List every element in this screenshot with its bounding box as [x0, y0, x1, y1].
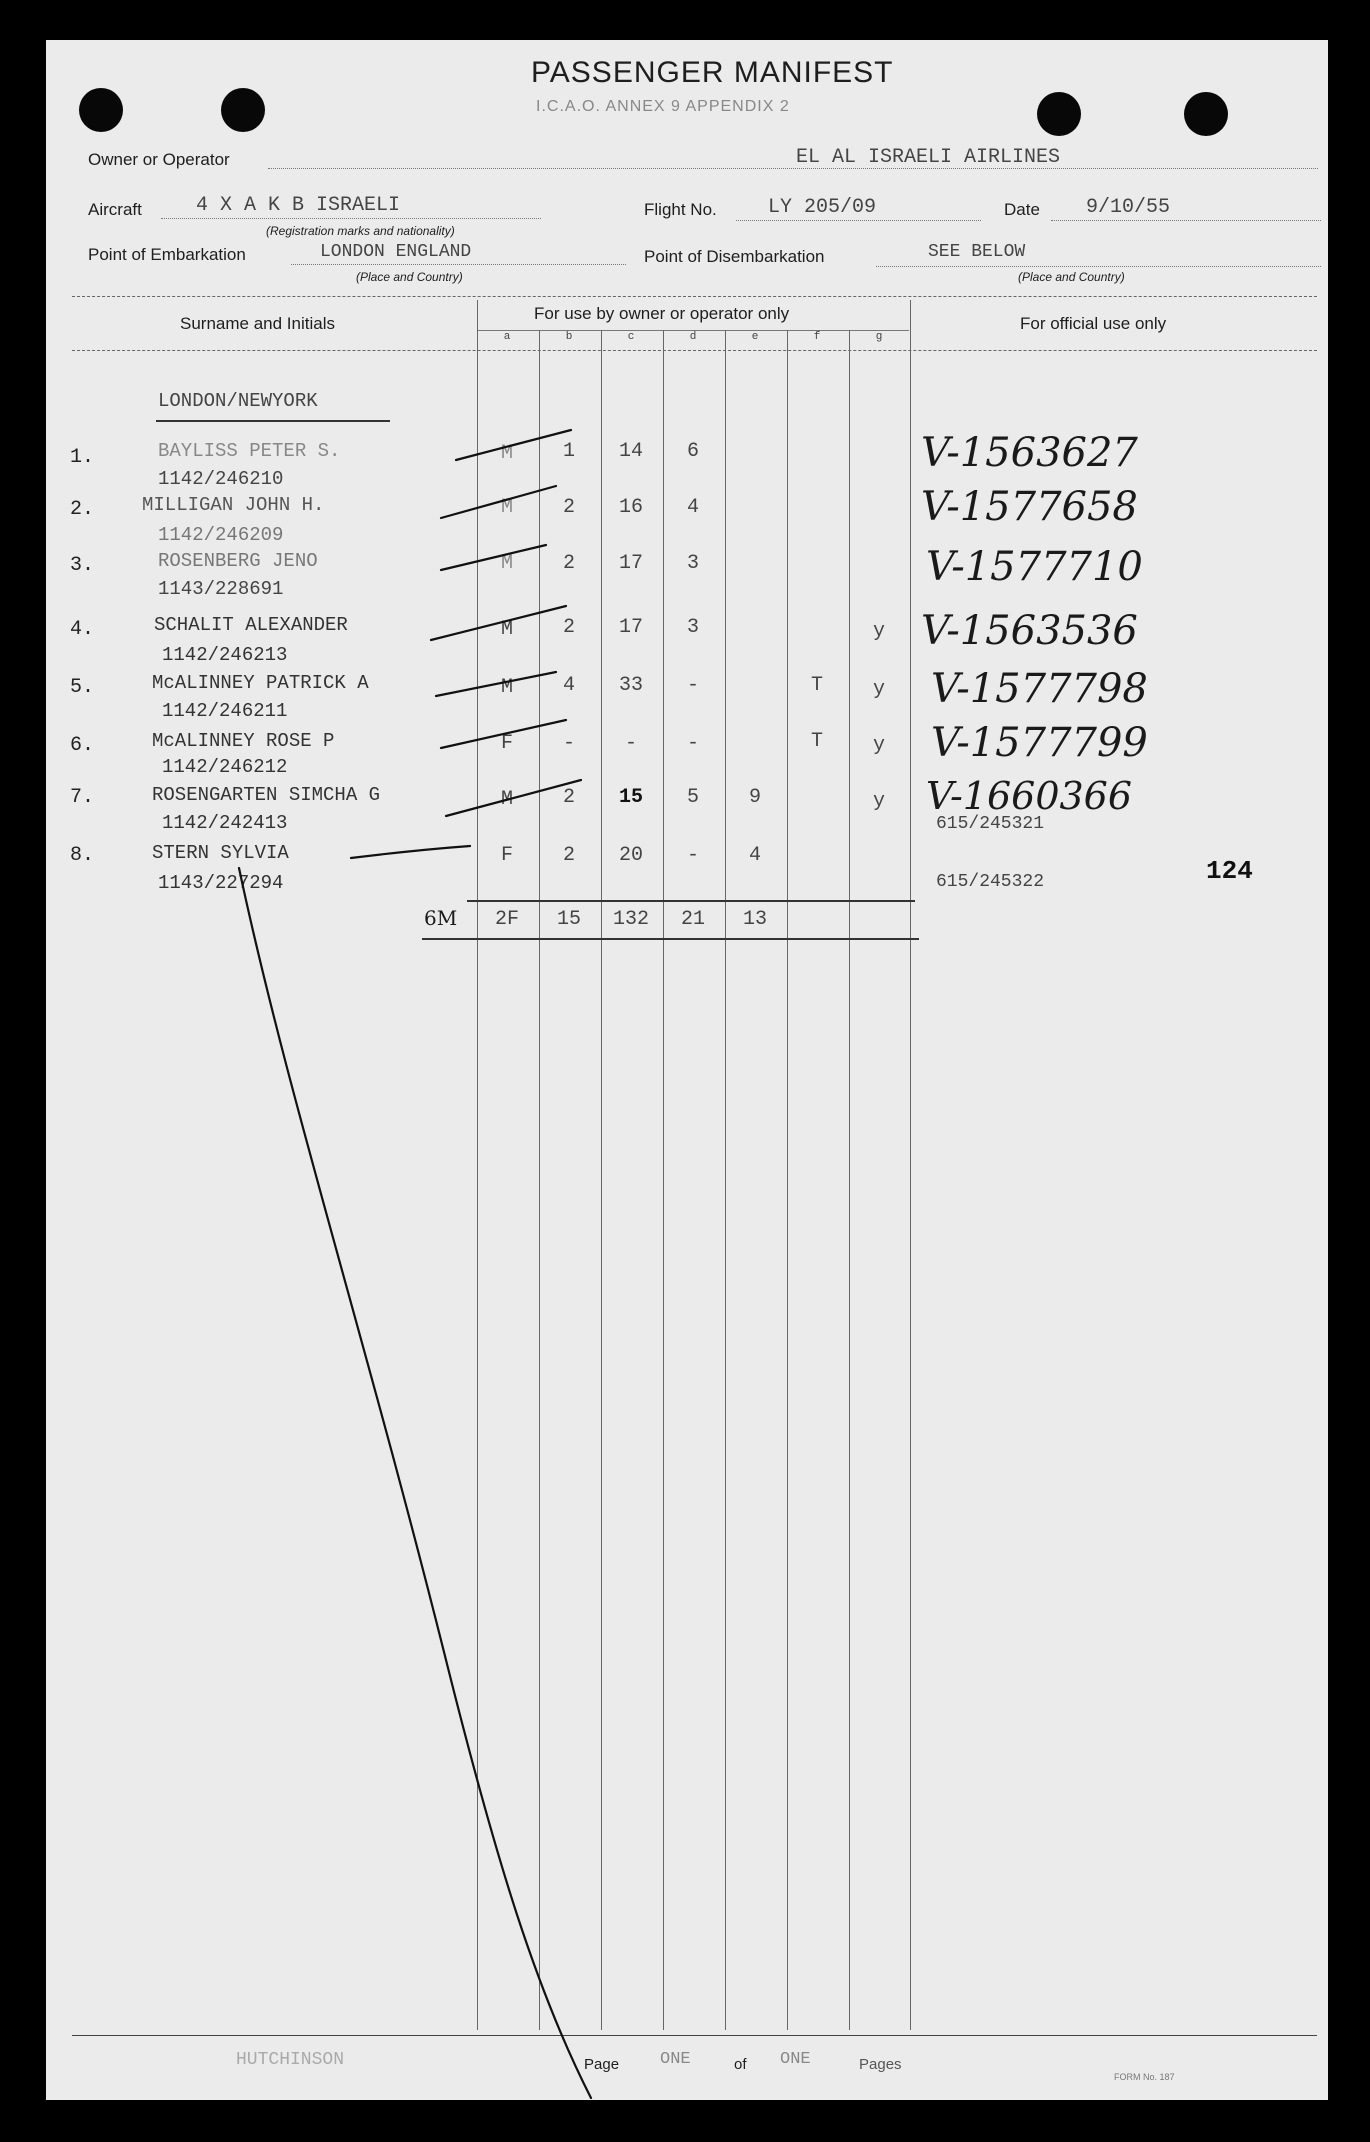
official-ref: 615/245322: [936, 872, 1045, 892]
sub-column-c: c: [627, 331, 635, 343]
passenger-name: SCHALIT ALEXANDER: [154, 614, 348, 636]
cell-d: 6: [686, 440, 699, 463]
cell-b: 2: [562, 616, 575, 639]
official-number: V-1563536: [921, 608, 1138, 654]
aircraft-value: 4 X A K B ISRAELI: [196, 194, 401, 217]
passenger-name: STERN SYLVIA: [152, 842, 289, 864]
connector-line: [351, 846, 470, 858]
column-header-owner: For use by owner or operator only: [534, 304, 790, 323]
of-label: of: [734, 2056, 747, 2073]
official-number: V-1577799: [931, 720, 1148, 766]
document-subtitle: I.C.A.O. ANNEX 9 APPENDIX 2: [536, 98, 790, 115]
passenger-ref: 1142/246211: [162, 700, 288, 722]
page-value: ONE: [660, 2050, 691, 2069]
cell-c: 33: [618, 674, 643, 697]
official-number: V-1577658: [921, 484, 1138, 530]
cell-e: 9: [748, 786, 761, 809]
of-value: ONE: [780, 2050, 811, 2069]
cell-f: T: [810, 730, 823, 753]
strike-mark: [431, 606, 566, 640]
cell-a: M: [500, 496, 513, 519]
document-title: PASSENGER MANIFEST: [531, 56, 894, 89]
owner-label: Owner or Operator: [88, 150, 230, 169]
row-number: 3.: [70, 554, 95, 577]
row-number: 1.: [70, 446, 95, 469]
cell-a: F: [500, 732, 513, 755]
official-number: V-1577710: [926, 544, 1143, 590]
passenger-name: McALINNEY PATRICK A: [152, 672, 369, 694]
cell-g: y: [872, 734, 885, 757]
signature-text: HUTCHINSON: [236, 2050, 345, 2070]
row-number: 6.: [70, 734, 95, 757]
cell-d: 3: [686, 616, 699, 639]
cell-a: M: [500, 442, 513, 465]
cell-e: 4: [748, 844, 761, 867]
strike-mark: [436, 672, 556, 696]
sub-column-b: b: [565, 331, 573, 343]
column-header-official: For official use only: [1020, 314, 1167, 333]
cell-d: 4: [686, 496, 699, 519]
aircraft-note: (Registration marks and nationality): [266, 224, 455, 238]
sub-column-f: f: [813, 331, 821, 343]
column-header-name: Surname and Initials: [180, 314, 335, 333]
cell-b: -: [562, 732, 575, 755]
pages-label: Pages: [859, 2056, 902, 2073]
embarkation-label: Point of Embarkation: [88, 245, 246, 264]
cell-d: -: [686, 732, 699, 755]
cell-c: 17: [618, 616, 643, 639]
total-e: 13: [742, 908, 767, 931]
passenger-ref: 1142/246210: [158, 468, 284, 490]
cell-d: -: [686, 844, 699, 867]
embarkation-value: LONDON ENGLAND: [320, 242, 472, 262]
aircraft-label: Aircraft: [88, 200, 142, 219]
passenger-name: ROSENBERG JENO: [158, 550, 318, 572]
cell-g: y: [872, 620, 885, 643]
passenger-ref: 1142/246213: [162, 644, 288, 666]
cell-b: 2: [562, 786, 575, 809]
cell-b: 2: [562, 844, 575, 867]
disembarkation-note: (Place and Country): [1018, 270, 1125, 284]
disembarkation-value: SEE BELOW: [928, 242, 1026, 262]
cell-a: M: [500, 788, 513, 811]
page-mark: 124: [1206, 856, 1253, 886]
embarkation-note: (Place and Country): [356, 270, 463, 284]
form-number: FORM No. 187: [1114, 2072, 1175, 2082]
official-number: V-1660366: [926, 774, 1133, 818]
passenger-name: ROSENGARTEN SIMCHA G: [152, 784, 381, 806]
cell-g: y: [872, 678, 885, 701]
total-a: 2F: [494, 908, 519, 931]
row-number: 4.: [70, 618, 95, 641]
passenger-ref: 1142/242413: [162, 812, 288, 834]
connector-line: [239, 868, 591, 2098]
flight-label: Flight No.: [644, 200, 717, 219]
sub-column-d: d: [689, 331, 697, 343]
cell-b: 4: [562, 674, 575, 697]
cell-d: 3: [686, 552, 699, 575]
cell-c: -: [624, 732, 637, 755]
cell-b: 2: [562, 552, 575, 575]
row-number: 2.: [70, 498, 95, 521]
date-label: Date: [1004, 200, 1040, 219]
passenger-name: MILLIGAN JOHN H.: [142, 494, 325, 516]
date-value: 9/10/55: [1086, 196, 1171, 219]
row-number: 8.: [70, 844, 95, 867]
strike-mark: [456, 430, 571, 460]
row-number: 5.: [70, 676, 95, 699]
official-number: V-1577798: [931, 666, 1148, 712]
sub-column-g: g: [875, 331, 883, 343]
cell-c: 15: [618, 786, 643, 809]
cell-b: 1: [562, 440, 575, 463]
total-c: 132: [612, 908, 649, 931]
handwritten-marks: [46, 40, 1328, 2100]
passenger-ref: 1143/228691: [158, 578, 284, 600]
passenger-ref: 1143/227294: [158, 872, 284, 894]
manifest-sheet: [46, 40, 1328, 2100]
owner-value: EL AL ISRAELI AIRLINES: [796, 146, 1061, 169]
cell-a: M: [500, 618, 513, 641]
cell-a: M: [500, 552, 513, 575]
strike-mark: [446, 780, 581, 816]
total-b: 15: [556, 908, 581, 931]
cell-a: F: [500, 844, 513, 867]
cell-c: 14: [618, 440, 643, 463]
sub-column-e: e: [751, 331, 759, 343]
flight-value: LY 205/09: [768, 196, 877, 219]
official-number: V-1563627: [921, 430, 1138, 476]
cell-b: 2: [562, 496, 575, 519]
cell-c: 17: [618, 552, 643, 575]
strike-mark: [441, 486, 556, 518]
passenger-ref: 1142/246209: [158, 524, 284, 546]
cell-d: -: [686, 674, 699, 697]
strike-mark: [441, 720, 566, 748]
page-label: Page: [584, 2056, 620, 2073]
passenger-name: BAYLISS PETER S.: [158, 440, 341, 462]
cell-c: 20: [618, 844, 643, 867]
row-number: 7.: [70, 786, 95, 809]
cell-g: y: [872, 790, 885, 813]
route-heading: LONDON/NEWYORK: [158, 390, 318, 412]
passenger-ref: 1142/246212: [162, 756, 288, 778]
totals-label: 6M: [424, 906, 458, 930]
disembarkation-label: Point of Disembarkation: [644, 247, 825, 266]
official-ref: 615/245321: [936, 814, 1045, 834]
cell-d: 5: [686, 786, 699, 809]
total-d: 21: [680, 908, 705, 931]
sub-column-a: a: [503, 331, 511, 343]
passenger-name: McALINNEY ROSE P: [152, 730, 335, 752]
cell-c: 16: [618, 496, 643, 519]
strike-mark: [441, 545, 546, 570]
cell-a: M: [500, 676, 513, 699]
cell-f: T: [810, 674, 823, 697]
